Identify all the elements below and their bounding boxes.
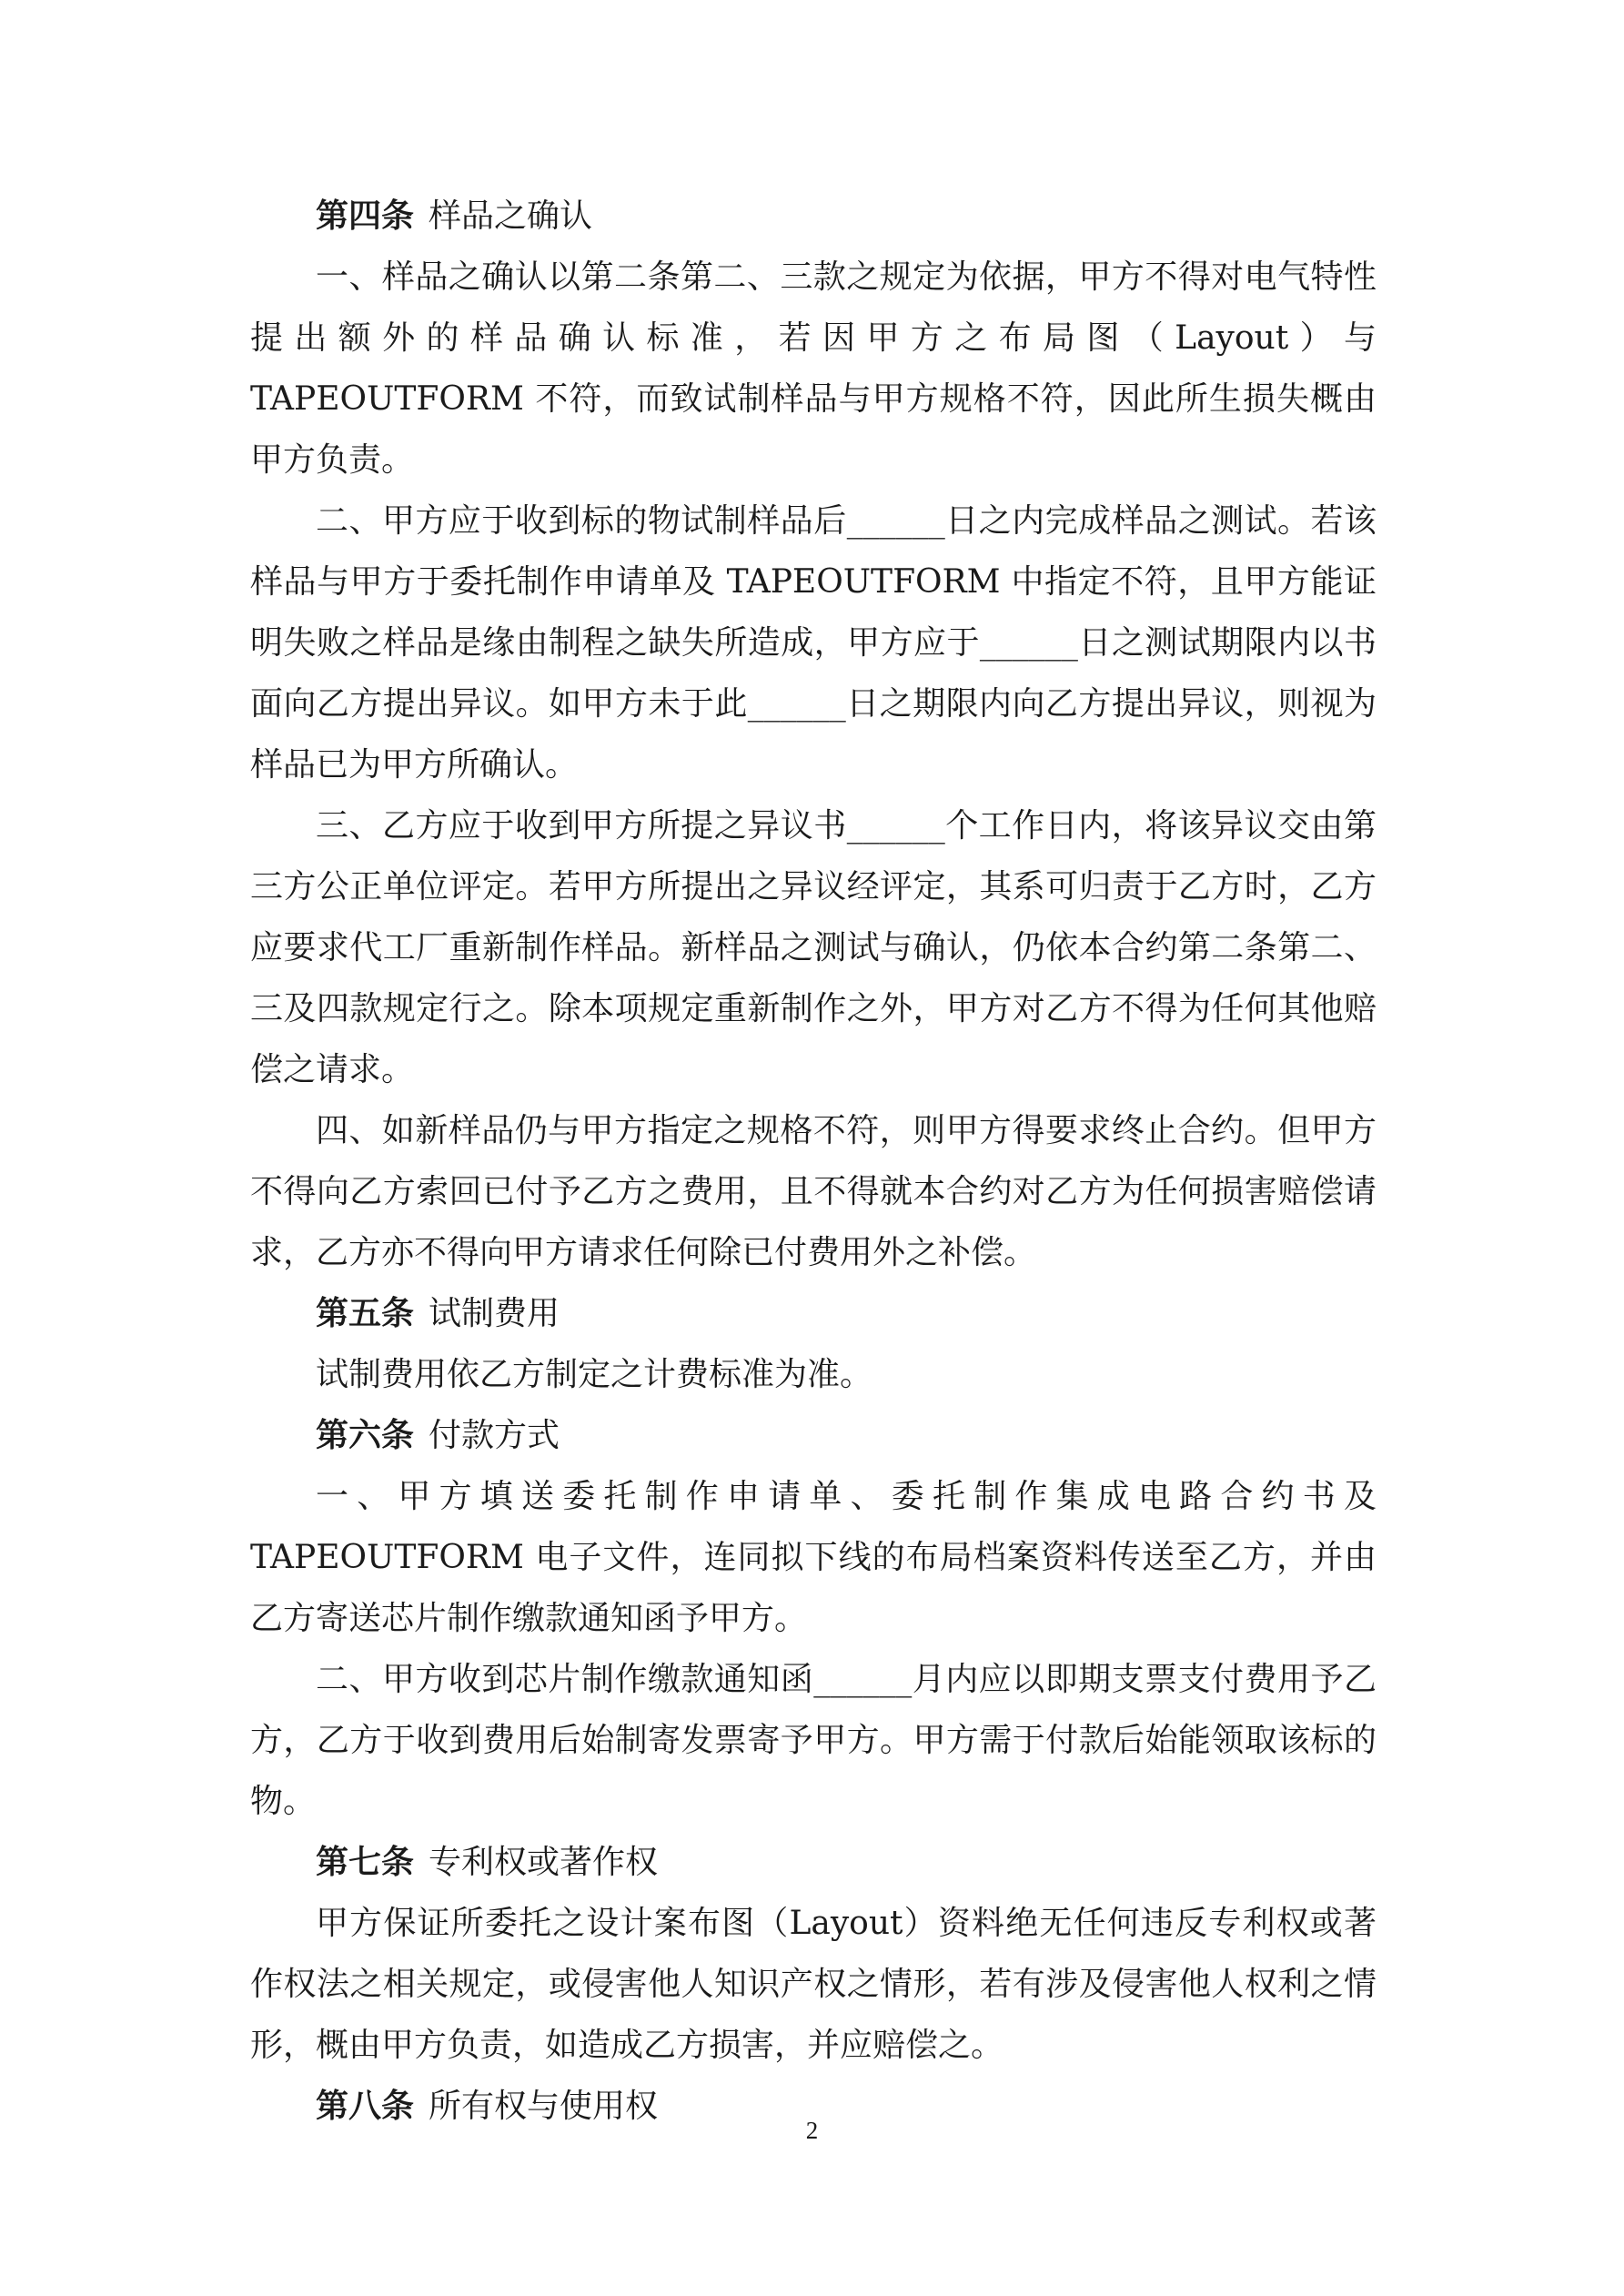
paragraph: 四、如新样品仍与甲方指定之规格不符，则甲方得要求终止合约。但甲方不得向乙方索回已付予乙方之费用，且不得就本合约对乙方为任何损害赔偿请求，乙方亦不得向甲方请求任何除已付费用外之补偿。 [250, 1112, 1377, 1271]
article-number: 第七条 [316, 1843, 415, 1881]
article-heading [250, 186, 1377, 247]
page-number: 2 [805, 2117, 819, 2144]
article-heading [250, 1405, 1377, 1466]
article-heading [250, 1832, 1377, 1893]
paragraph: 甲方保证所委托之设计案布图（Layout）资料绝无任何违反专利权或著作权法之相关规定，或侵害他人知识产权之情形，若有涉及侵害他人权利之情形，概由甲方负责，如造成乙方损害，并应赔偿之。 [250, 1905, 1377, 2064]
paragraph: 二、甲方应于收到标的物试制样品后______日之内完成样品之测试。若该样品与甲方于委托制作申请单及 TAPEOUTFORM 中指定不符，且甲方能证明失败之样品是缘由制程之缺失所造成，甲方应于______日之测试期限内以书面向乙方提出异议。如甲方未于此______日之期限内向乙方提出异议，则视为样品已为甲方所确认。 [250, 502, 1377, 784]
article-number: 第八条 [316, 2087, 415, 2125]
paragraph: 试制费用依乙方制定之计费标准为准。 [316, 1356, 873, 1393]
article-title: 样品之确认 [429, 197, 593, 235]
paragraph: 一、甲方填送委托制作申请单、委托制作集成电路合约书及 TAPEOUTFORM 电子文件，连同拟下线的布局档案资料传送至乙方，并由乙方寄送芯片制作缴款通知函予甲方。 [250, 1478, 1377, 1637]
paragraph: 一、样品之确认以第二条第二、三款之规定为依据，甲方不得对电气特性提出额外的样品确认标准，若因甲方之布局图（Layout）与 TAPEOUTFORM 不符，而致试制样品与甲方规格不符，因此所生损失概由甲方负责。 [250, 258, 1377, 479]
article-title: 付款方式 [429, 1417, 560, 1454]
article-number: 第五条 [316, 1294, 415, 1332]
paragraph: 二、甲方收到芯片制作缴款通知函______月内应以即期支票支付费用予乙方，乙方于收到费用后始制寄发票寄予甲方。甲方需于付款后始能领取该标的物。 [250, 1661, 1377, 1820]
article-title: 试制费用 [429, 1295, 560, 1332]
article-title: 所有权与使用权 [429, 2088, 659, 2125]
article-title: 专利权或著作权 [429, 1844, 659, 1881]
article-number: 第六条 [316, 1416, 415, 1454]
document-body [250, 186, 1377, 2137]
paragraph: 三、乙方应于收到甲方所提之异议书______个工作日内，将该异议交由第三方公正单位评定。若甲方所提出之异议经评定，其系可归责于乙方时，乙方应要求代工厂重新制作样品。新样品之测试与确认，仍依本合约第二条第二、三及四款规定行之。除本项规定重新制作之外，甲方对乙方不得为任何其他赔偿之请求。 [250, 807, 1377, 1088]
article-heading [250, 1283, 1377, 1344]
article-number: 第四条 [316, 197, 415, 235]
